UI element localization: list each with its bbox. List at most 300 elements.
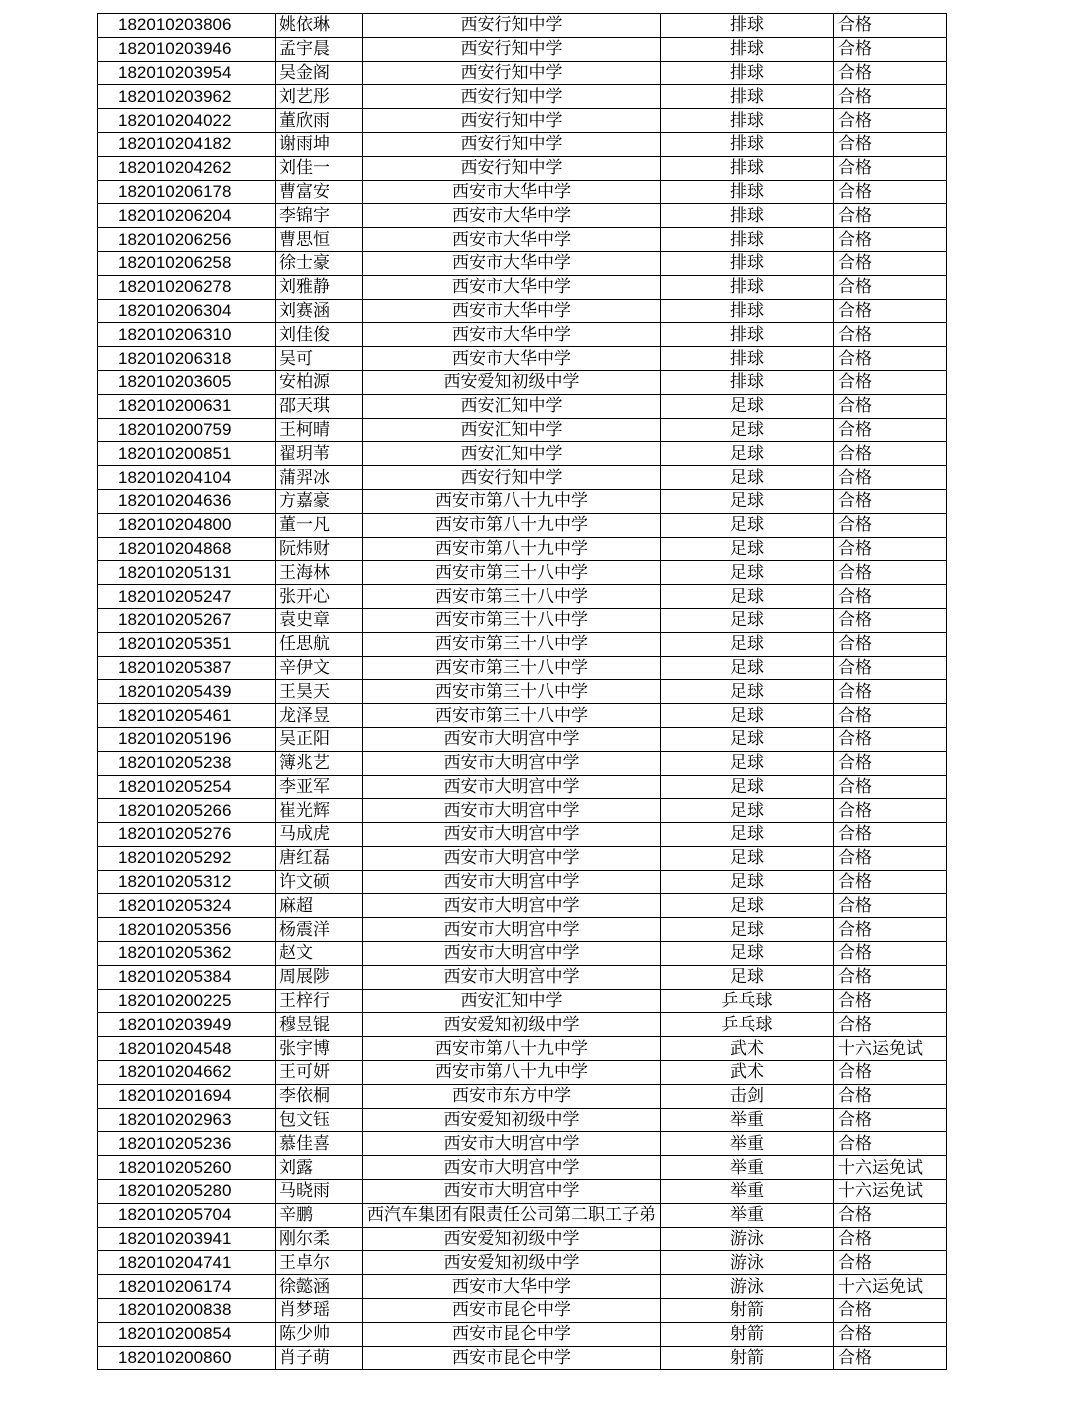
student-id-cell: 182010205312	[98, 870, 276, 894]
result-cell: 合格	[834, 466, 947, 490]
table-row	[98, 466, 947, 490]
sport-cell: 射箭	[661, 1346, 834, 1370]
school-cell: 西汽车集团有限责任公司第二职工子弟	[363, 1203, 661, 1227]
student-id-cell: 182010200631	[98, 394, 276, 418]
sport-cell: 排球	[661, 180, 834, 204]
sport-cell: 排球	[661, 228, 834, 252]
student-id-cell: 182010206304	[98, 299, 276, 323]
result-cell: 合格	[834, 61, 947, 85]
school-cell: 西安爱知初级中学	[363, 1013, 661, 1037]
student-name-cell: 邵天琪	[276, 394, 363, 418]
sport-cell: 举重	[661, 1156, 834, 1180]
table-row	[98, 323, 947, 347]
school-cell: 西安市第八十九中学	[363, 513, 661, 537]
sport-cell: 游泳	[661, 1251, 834, 1275]
table-row	[98, 1013, 947, 1037]
results-table	[97, 13, 947, 1370]
sport-cell: 足球	[661, 537, 834, 561]
school-cell: 西安市大明宫中学	[363, 823, 661, 847]
student-name-cell: 李依桐	[276, 1084, 363, 1108]
student-id-cell: 182010205260	[98, 1156, 276, 1180]
student-name-cell: 吴金阁	[276, 61, 363, 85]
student-name-cell: 方嘉豪	[276, 489, 363, 513]
school-cell: 西安爱知初级中学	[363, 1251, 661, 1275]
result-cell: 合格	[834, 1299, 947, 1323]
student-name-cell: 刘赛涵	[276, 299, 363, 323]
student-id-cell: 182010203962	[98, 85, 276, 109]
table-row	[98, 870, 947, 894]
student-name-cell: 吴正阳	[276, 727, 363, 751]
sport-cell: 排球	[661, 37, 834, 61]
student-name-cell: 簿兆艺	[276, 751, 363, 775]
student-name-cell: 徐士豪	[276, 251, 363, 275]
table-row	[98, 394, 947, 418]
student-name-cell: 龙泽昱	[276, 704, 363, 728]
student-id-cell: 182010204182	[98, 132, 276, 156]
student-id-cell: 182010205461	[98, 704, 276, 728]
student-id-cell: 182010205131	[98, 561, 276, 585]
result-cell: 合格	[834, 109, 947, 133]
student-id-cell: 182010200759	[98, 418, 276, 442]
table-row	[98, 585, 947, 609]
school-cell: 西安市大明宫中学	[363, 775, 661, 799]
table-row	[98, 156, 947, 180]
school-cell: 西安市大明宫中学	[363, 918, 661, 942]
student-name-cell: 慕佳喜	[276, 1132, 363, 1156]
school-cell: 西安市大明宫中学	[363, 870, 661, 894]
student-id-cell: 182010205238	[98, 751, 276, 775]
student-name-cell: 陈少帅	[276, 1322, 363, 1346]
school-cell: 西安市第三十八中学	[363, 704, 661, 728]
student-id-cell: 182010206258	[98, 251, 276, 275]
sport-cell: 足球	[661, 489, 834, 513]
student-name-cell: 王可妍	[276, 1061, 363, 1085]
school-cell: 西安行知中学	[363, 156, 661, 180]
sport-cell: 排球	[661, 347, 834, 371]
table-row	[98, 1037, 947, 1061]
table-row	[98, 228, 947, 252]
result-cell: 合格	[834, 608, 947, 632]
student-name-cell: 赵文	[276, 942, 363, 966]
school-cell: 西安市大华中学	[363, 228, 661, 252]
table-row	[98, 751, 947, 775]
table-row	[98, 14, 947, 38]
school-cell: 西安市大明宫中学	[363, 751, 661, 775]
student-name-cell: 辛鹏	[276, 1203, 363, 1227]
table-row	[98, 132, 947, 156]
student-name-cell: 刘佳俊	[276, 323, 363, 347]
sport-cell: 武术	[661, 1037, 834, 1061]
school-cell: 西安行知中学	[363, 61, 661, 85]
student-id-cell: 182010205266	[98, 799, 276, 823]
table-row	[98, 109, 947, 133]
table-row	[98, 846, 947, 870]
student-id-cell: 182010206318	[98, 347, 276, 371]
student-id-cell: 182010204868	[98, 537, 276, 561]
sport-cell: 足球	[661, 918, 834, 942]
school-cell: 西安行知中学	[363, 466, 661, 490]
student-name-cell: 谢雨坤	[276, 132, 363, 156]
school-cell: 西安市大华中学	[363, 299, 661, 323]
sport-cell: 游泳	[661, 1227, 834, 1251]
school-cell: 西安汇知中学	[363, 418, 661, 442]
sport-cell: 足球	[661, 656, 834, 680]
student-id-cell: 182010202963	[98, 1108, 276, 1132]
result-cell: 合格	[834, 1227, 947, 1251]
sport-cell: 举重	[661, 1203, 834, 1227]
school-cell: 西安市大明宫中学	[363, 727, 661, 751]
sport-cell: 乒乓球	[661, 989, 834, 1013]
sport-cell: 足球	[661, 870, 834, 894]
student-name-cell: 麻超	[276, 894, 363, 918]
school-cell: 西安市第八十九中学	[363, 489, 661, 513]
school-cell: 西安爱知初级中学	[363, 1108, 661, 1132]
sport-cell: 足球	[661, 561, 834, 585]
school-cell: 西安市第三十八中学	[363, 680, 661, 704]
sport-cell: 排球	[661, 204, 834, 228]
student-id-cell: 182010205267	[98, 608, 276, 632]
table-row	[98, 918, 947, 942]
school-cell: 西安市第八十九中学	[363, 1061, 661, 1085]
sport-cell: 足球	[661, 680, 834, 704]
school-cell: 西安市第三十八中学	[363, 585, 661, 609]
result-cell: 十六运免试	[834, 1275, 947, 1299]
result-cell: 合格	[834, 323, 947, 347]
school-cell: 西安行知中学	[363, 37, 661, 61]
school-cell: 西安市东方中学	[363, 1084, 661, 1108]
student-name-cell: 李锦宇	[276, 204, 363, 228]
school-cell: 西安市第三十八中学	[363, 632, 661, 656]
school-cell: 西安市大华中学	[363, 275, 661, 299]
student-id-cell: 182010205196	[98, 727, 276, 751]
table-row	[98, 1132, 947, 1156]
sport-cell: 足球	[661, 466, 834, 490]
sport-cell: 排球	[661, 85, 834, 109]
table-row	[98, 1299, 947, 1323]
student-name-cell: 王柯晴	[276, 418, 363, 442]
school-cell: 西安市大明宫中学	[363, 942, 661, 966]
table-row	[98, 299, 947, 323]
sport-cell: 举重	[661, 1180, 834, 1204]
result-cell: 合格	[834, 275, 947, 299]
table-row	[98, 85, 947, 109]
school-cell: 西安汇知中学	[363, 989, 661, 1013]
sport-cell: 足球	[661, 727, 834, 751]
student-name-cell: 肖子萌	[276, 1346, 363, 1370]
student-name-cell: 曹富安	[276, 180, 363, 204]
student-id-cell: 182010200851	[98, 442, 276, 466]
student-id-cell: 182010203806	[98, 14, 276, 38]
school-cell: 西安市大明宫中学	[363, 846, 661, 870]
sport-cell: 足球	[661, 585, 834, 609]
table-row	[98, 442, 947, 466]
student-name-cell: 董欣雨	[276, 109, 363, 133]
table-row	[98, 775, 947, 799]
sport-cell: 排球	[661, 156, 834, 180]
sport-cell: 射箭	[661, 1322, 834, 1346]
result-cell: 合格	[834, 1251, 947, 1275]
student-id-cell: 182010205704	[98, 1203, 276, 1227]
table-row	[98, 1108, 947, 1132]
student-id-cell: 182010203949	[98, 1013, 276, 1037]
school-cell: 西安市第八十九中学	[363, 537, 661, 561]
school-cell: 西安市大华中学	[363, 180, 661, 204]
table-row	[98, 1227, 947, 1251]
result-cell: 合格	[834, 585, 947, 609]
school-cell: 西安市大明宫中学	[363, 799, 661, 823]
student-name-cell: 刘佳一	[276, 156, 363, 180]
result-cell: 合格	[834, 965, 947, 989]
student-name-cell: 任思航	[276, 632, 363, 656]
student-id-cell: 182010203605	[98, 370, 276, 394]
result-cell: 合格	[834, 204, 947, 228]
student-name-cell: 吴可	[276, 347, 363, 371]
student-id-cell: 182010205324	[98, 894, 276, 918]
school-cell: 西安行知中学	[363, 85, 661, 109]
result-cell: 合格	[834, 1013, 947, 1037]
sport-cell: 排球	[661, 61, 834, 85]
sport-cell: 射箭	[661, 1299, 834, 1323]
result-cell: 合格	[834, 846, 947, 870]
result-cell: 合格	[834, 418, 947, 442]
table-row	[98, 347, 947, 371]
result-cell: 合格	[834, 656, 947, 680]
table-row	[98, 537, 947, 561]
student-id-cell: 182010206256	[98, 228, 276, 252]
student-name-cell: 张宇博	[276, 1037, 363, 1061]
sport-cell: 足球	[661, 704, 834, 728]
school-cell: 西安爱知初级中学	[363, 370, 661, 394]
table-row	[98, 1275, 947, 1299]
student-id-cell: 182010205254	[98, 775, 276, 799]
table-row	[98, 680, 947, 704]
student-name-cell: 辛伊文	[276, 656, 363, 680]
result-cell: 合格	[834, 727, 947, 751]
result-cell: 合格	[834, 394, 947, 418]
result-cell: 合格	[834, 180, 947, 204]
student-id-cell: 182010205439	[98, 680, 276, 704]
student-id-cell: 182010204741	[98, 1251, 276, 1275]
table-row	[98, 942, 947, 966]
result-cell: 合格	[834, 894, 947, 918]
table-row	[98, 418, 947, 442]
sport-cell: 足球	[661, 823, 834, 847]
table-row	[98, 727, 947, 751]
student-name-cell: 唐红磊	[276, 846, 363, 870]
result-cell: 合格	[834, 347, 947, 371]
student-id-cell: 182010205351	[98, 632, 276, 656]
table-row	[98, 608, 947, 632]
school-cell: 西安市第三十八中学	[363, 561, 661, 585]
result-cell: 合格	[834, 156, 947, 180]
result-cell: 合格	[834, 775, 947, 799]
student-name-cell: 孟宇晨	[276, 37, 363, 61]
sport-cell: 排球	[661, 132, 834, 156]
table-row	[98, 1322, 947, 1346]
table-row	[98, 275, 947, 299]
sport-cell: 足球	[661, 799, 834, 823]
sport-cell: 足球	[661, 965, 834, 989]
student-name-cell: 刘露	[276, 1156, 363, 1180]
table-row	[98, 1251, 947, 1275]
result-cell: 十六运免试	[834, 1156, 947, 1180]
sport-cell: 击剑	[661, 1084, 834, 1108]
sport-cell: 足球	[661, 442, 834, 466]
student-id-cell: 182010206174	[98, 1275, 276, 1299]
table-row	[98, 632, 947, 656]
table-row	[98, 489, 947, 513]
student-name-cell: 王梓行	[276, 989, 363, 1013]
school-cell: 西安行知中学	[363, 109, 661, 133]
sport-cell: 排球	[661, 275, 834, 299]
student-name-cell: 肖梦瑶	[276, 1299, 363, 1323]
sport-cell: 游泳	[661, 1275, 834, 1299]
table-row	[98, 1180, 947, 1204]
student-name-cell: 徐懿涵	[276, 1275, 363, 1299]
student-name-cell: 张开心	[276, 585, 363, 609]
student-id-cell: 182010203954	[98, 61, 276, 85]
student-id-cell: 182010204022	[98, 109, 276, 133]
student-name-cell: 姚依琳	[276, 14, 363, 38]
school-cell: 西安市大华中学	[363, 204, 661, 228]
student-id-cell: 182010206310	[98, 323, 276, 347]
result-cell: 合格	[834, 1108, 947, 1132]
table-row	[98, 251, 947, 275]
student-id-cell: 182010203941	[98, 1227, 276, 1251]
results-table-body	[98, 14, 947, 1370]
student-name-cell: 包文钰	[276, 1108, 363, 1132]
student-id-cell: 182010205292	[98, 846, 276, 870]
result-cell: 合格	[834, 632, 947, 656]
result-cell: 合格	[834, 1061, 947, 1085]
student-name-cell: 王海林	[276, 561, 363, 585]
sport-cell: 排球	[661, 251, 834, 275]
student-id-cell: 182010206178	[98, 180, 276, 204]
school-cell: 西安市大明宫中学	[363, 1180, 661, 1204]
sport-cell: 足球	[661, 418, 834, 442]
result-cell: 合格	[834, 489, 947, 513]
school-cell: 西安行知中学	[363, 132, 661, 156]
student-id-cell: 182010206278	[98, 275, 276, 299]
sport-cell: 举重	[661, 1132, 834, 1156]
result-cell: 合格	[834, 870, 947, 894]
result-cell: 合格	[834, 1132, 947, 1156]
result-cell: 合格	[834, 370, 947, 394]
result-cell: 十六运免试	[834, 1180, 947, 1204]
student-name-cell: 袁史章	[276, 608, 363, 632]
result-cell: 合格	[834, 918, 947, 942]
sport-cell: 足球	[661, 894, 834, 918]
school-cell: 西安市大华中学	[363, 347, 661, 371]
student-name-cell: 李亚军	[276, 775, 363, 799]
student-id-cell: 182010204262	[98, 156, 276, 180]
student-name-cell: 马晓雨	[276, 1180, 363, 1204]
result-cell: 合格	[834, 537, 947, 561]
student-name-cell: 刘艺彤	[276, 85, 363, 109]
table-row	[98, 370, 947, 394]
student-name-cell: 崔光辉	[276, 799, 363, 823]
table-row	[98, 704, 947, 728]
student-id-cell: 182010205247	[98, 585, 276, 609]
student-name-cell: 王卓尔	[276, 1251, 363, 1275]
table-row	[98, 656, 947, 680]
school-cell: 西安汇知中学	[363, 442, 661, 466]
table-row	[98, 1061, 947, 1085]
sport-cell: 排球	[661, 323, 834, 347]
result-cell: 合格	[834, 85, 947, 109]
table-row	[98, 561, 947, 585]
sport-cell: 足球	[661, 942, 834, 966]
sport-cell: 足球	[661, 632, 834, 656]
student-name-cell: 曹思恒	[276, 228, 363, 252]
student-name-cell: 董一凡	[276, 513, 363, 537]
school-cell: 西安市大明宫中学	[363, 965, 661, 989]
student-id-cell: 182010201694	[98, 1084, 276, 1108]
sport-cell: 排球	[661, 370, 834, 394]
sport-cell: 举重	[661, 1108, 834, 1132]
sport-cell: 足球	[661, 394, 834, 418]
school-cell: 西安市大明宫中学	[363, 1132, 661, 1156]
school-cell: 西安行知中学	[363, 14, 661, 38]
school-cell: 西安市大华中学	[363, 323, 661, 347]
result-cell: 合格	[834, 704, 947, 728]
table-row	[98, 799, 947, 823]
result-cell: 合格	[834, 513, 947, 537]
result-cell: 合格	[834, 442, 947, 466]
student-id-cell: 182010203946	[98, 37, 276, 61]
student-id-cell: 182010205384	[98, 965, 276, 989]
student-id-cell: 182010204662	[98, 1061, 276, 1085]
table-row	[98, 965, 947, 989]
sport-cell: 武术	[661, 1061, 834, 1085]
table-row	[98, 513, 947, 537]
sport-cell: 足球	[661, 751, 834, 775]
result-cell: 合格	[834, 37, 947, 61]
student-id-cell: 182010204104	[98, 466, 276, 490]
result-cell: 合格	[834, 1346, 947, 1370]
sport-cell: 足球	[661, 513, 834, 537]
table-row	[98, 37, 947, 61]
table-row	[98, 1084, 947, 1108]
school-cell: 西安市昆仑中学	[363, 1322, 661, 1346]
school-cell: 西安汇知中学	[363, 394, 661, 418]
student-id-cell: 182010205387	[98, 656, 276, 680]
student-name-cell: 许文硕	[276, 870, 363, 894]
table-row	[98, 1346, 947, 1370]
student-name-cell: 杨震洋	[276, 918, 363, 942]
result-cell: 合格	[834, 251, 947, 275]
sport-cell: 足球	[661, 775, 834, 799]
school-cell: 西安爱知初级中学	[363, 1227, 661, 1251]
student-id-cell: 182010205236	[98, 1132, 276, 1156]
result-cell: 合格	[834, 1203, 947, 1227]
student-id-cell: 182010205356	[98, 918, 276, 942]
result-cell: 合格	[834, 299, 947, 323]
student-name-cell: 刚尔柔	[276, 1227, 363, 1251]
result-cell: 合格	[834, 751, 947, 775]
table-row	[98, 1203, 947, 1227]
school-cell: 西安市昆仑中学	[363, 1346, 661, 1370]
student-name-cell: 安柏源	[276, 370, 363, 394]
result-cell: 合格	[834, 823, 947, 847]
table-row	[98, 61, 947, 85]
student-id-cell: 182010205276	[98, 823, 276, 847]
school-cell: 西安市大华中学	[363, 1275, 661, 1299]
sport-cell: 乒乓球	[661, 1013, 834, 1037]
student-id-cell: 182010206204	[98, 204, 276, 228]
table-row	[98, 204, 947, 228]
table-row	[98, 894, 947, 918]
